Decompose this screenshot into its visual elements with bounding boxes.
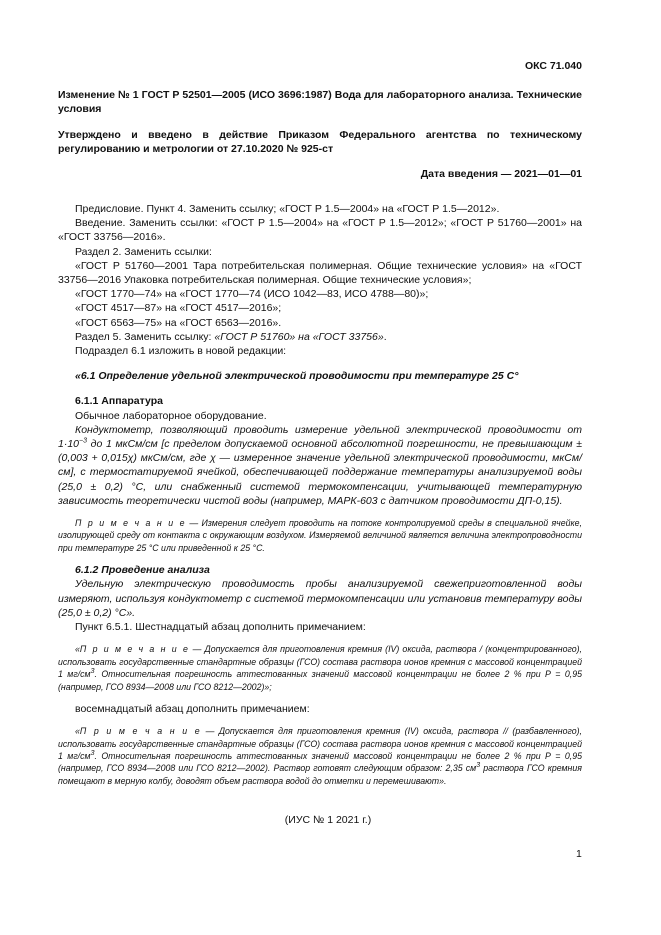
paragraph-preface: Предисловие. Пункт 4. Заменить ссылку; «ГОСТ Р 1.5—2004» на «ГОСТ Р 1.5—2012».: [75, 203, 500, 215]
paragraph-conductometer: [58, 423, 582, 508]
section5-ref: «ГОСТ Р 51760» на «ГОСТ 33756»: [214, 330, 384, 343]
paragraph-section2-ref1: «ГОСТ Р 51760—2001 Тара потребительская полимерная. Общие технические условия» на «ГОСТ 33756—2016 Упаковка потребительская полимерная. Общие технические условия»;: [58, 259, 582, 287]
effective-date: Дата введения — 2021—01—01: [420, 168, 582, 180]
document-page: [58, 52, 582, 827]
note-label: П р и м е ч а н и е: [75, 518, 187, 529]
note2-text-b: . Относительная погрешность аттестованных значений массовой концентрации не более 2 % при Р = 0,95 (например, ГСО 8934—2008 или ГСО 8212—2002)»;: [58, 669, 582, 692]
conductometer-exponent: −3: [79, 437, 87, 445]
note2-label: П р и м е ч а н и е: [79, 644, 190, 655]
approval-statement: Утверждено и введено в действие Приказом Федерального агентства по техническому регулированию и метрологии от 27.10.2020 № 925-ст: [58, 129, 582, 155]
document-title: Изменение № 1 ГОСТ Р 52501—2005 (ИСО 3696:1987) Вода для лабораторного анализа. Технические условия: [58, 89, 582, 115]
conductometer-text-b: до 1 мкСм/см [с пределом допускаемой основной абсолютной погрешности, не превышающим ± (0,003 + 0,015χ) мкСм/см, где χ — измеренное значение удельной электрической проводимости, мкСм/см], с термостатируемой ячейкой, обеспечивающей поддержание температуры анализируемой воды (25,0 ± 0,2) °С, или снабженный системой термокомпенсации, учитывающей температурную зависимость теоретически чистой воды (например, МАРК-603 с датчиком проводимости ДП-0,15).: [58, 438, 582, 507]
paragraph-section2-ref2: «ГОСТ 1770—74» на «ГОСТ 1770—74 (ИСО 1042—83, ИСО 4788—80)»;: [75, 288, 429, 301]
section5-end: .: [383, 330, 387, 343]
note3-text-a: — Допускается для приготовления кремния (IV) оксида, раствора // (разбавленного), использовать государственные стандартные образцы (ГСО) состава раствора ионов кремния с массовой концентрацией 1 мг/см: [58, 726, 582, 761]
paragraph-introduction: Введение. Заменить ссылки: «ГОСТ Р 1.5—2004» на «ГОСТ Р 1.5—2012»; «ГОСТ Р 51760—2001» на «ГОСТ 33756—2016».: [58, 217, 582, 244]
note3-text-b: . Относительная погрешность аттестованных значений массовой концентрации не более 2 % при Р = 0,95 (например, ГСО 8934—2008 или ГСО 8212—2002). Раствор готовят следующим образом: 2,35 см: [58, 750, 582, 774]
heading-6-1-2: 6.1.2 Проведение анализа: [75, 564, 210, 577]
note3-label: П р и м е ч а н и е: [79, 726, 202, 737]
note2-text-a: — Допускается для приготовления кремния (IV) оксида, раствора / (концентрированного), использовать государственные стандартные образцы (ГСО) состава раствора ионов кремния с массовой концентрацией 1 мг/см: [58, 644, 582, 680]
section5-lead: Раздел 5. Заменить ссылку:: [75, 330, 215, 343]
okc-code: ОКС 71.040: [524, 60, 582, 72]
note2-open-quote: «: [75, 644, 80, 655]
note3-open-quote: «: [75, 726, 80, 737]
paragraph-section2: Раздел 2. Заменить ссылки:: [75, 245, 212, 258]
paragraph-subsection61: Подраздел 6.1 изложить в новой редакции:: [75, 345, 287, 358]
note3-text-c: раствора ГСО кремния помещают в мерную колбу, доводят объем раствора водой до отметки и перемешивают».: [58, 763, 582, 786]
note3-exponent: 3: [90, 750, 95, 758]
paragraph-analysis: Удельную электрическую проводимость пробы анализируемой свежеприготовленной воды измеряют, используя кондуктометр с системой термокомпенсации или установив температуру воды (25,0 ± 0,2) °С».: [58, 578, 582, 619]
paragraph-equipment: Обычное лабораторное оборудование.: [75, 409, 267, 422]
heading-6-1-1: 6.1.1 Аппаратура: [75, 395, 163, 408]
paragraph-section2-ref4: «ГОСТ 6563—75» на «ГОСТ 6563—2016».: [75, 316, 282, 329]
note-text: — Измерения следует проводить на потоке контролируемой среды в специальной ячейке, изолирующей среду от контакта с окружающим воздухом. Измеряемой величиной является величина электропроводности при температуре 25 °С или приведенной к 25 °С.: [58, 518, 582, 553]
note-sixteenth-paragraph: [58, 643, 582, 693]
note2-exponent: 3: [90, 668, 95, 676]
paragraph-section5: [58, 330, 582, 344]
note-eighteenth-paragraph: [58, 725, 582, 787]
paragraph-eighteenth: восемнадцатый абзац дополнить примечанием:: [75, 702, 310, 715]
conductometer-text-a: Кондуктометр, позволяющий проводить измерение удельной электрической проводимости от 1·10: [58, 423, 582, 451]
page-number: 1: [576, 848, 582, 860]
ius-reference: (ИУС № 1 2021 г.): [284, 814, 372, 827]
paragraph-section2-ref3: «ГОСТ 4517—87» на «ГОСТ 4517—2016»;: [75, 302, 282, 315]
paragraph-6-5-1: Пункт 6.5.1. Шестнадцатый абзац дополнить примечанием:: [75, 621, 366, 634]
note-measurement: [58, 517, 582, 554]
note3-exponent-2: 3: [476, 762, 481, 770]
heading-6-1: «6.1 Определение удельной электрической проводимости при температуре 25 С°: [75, 370, 519, 383]
